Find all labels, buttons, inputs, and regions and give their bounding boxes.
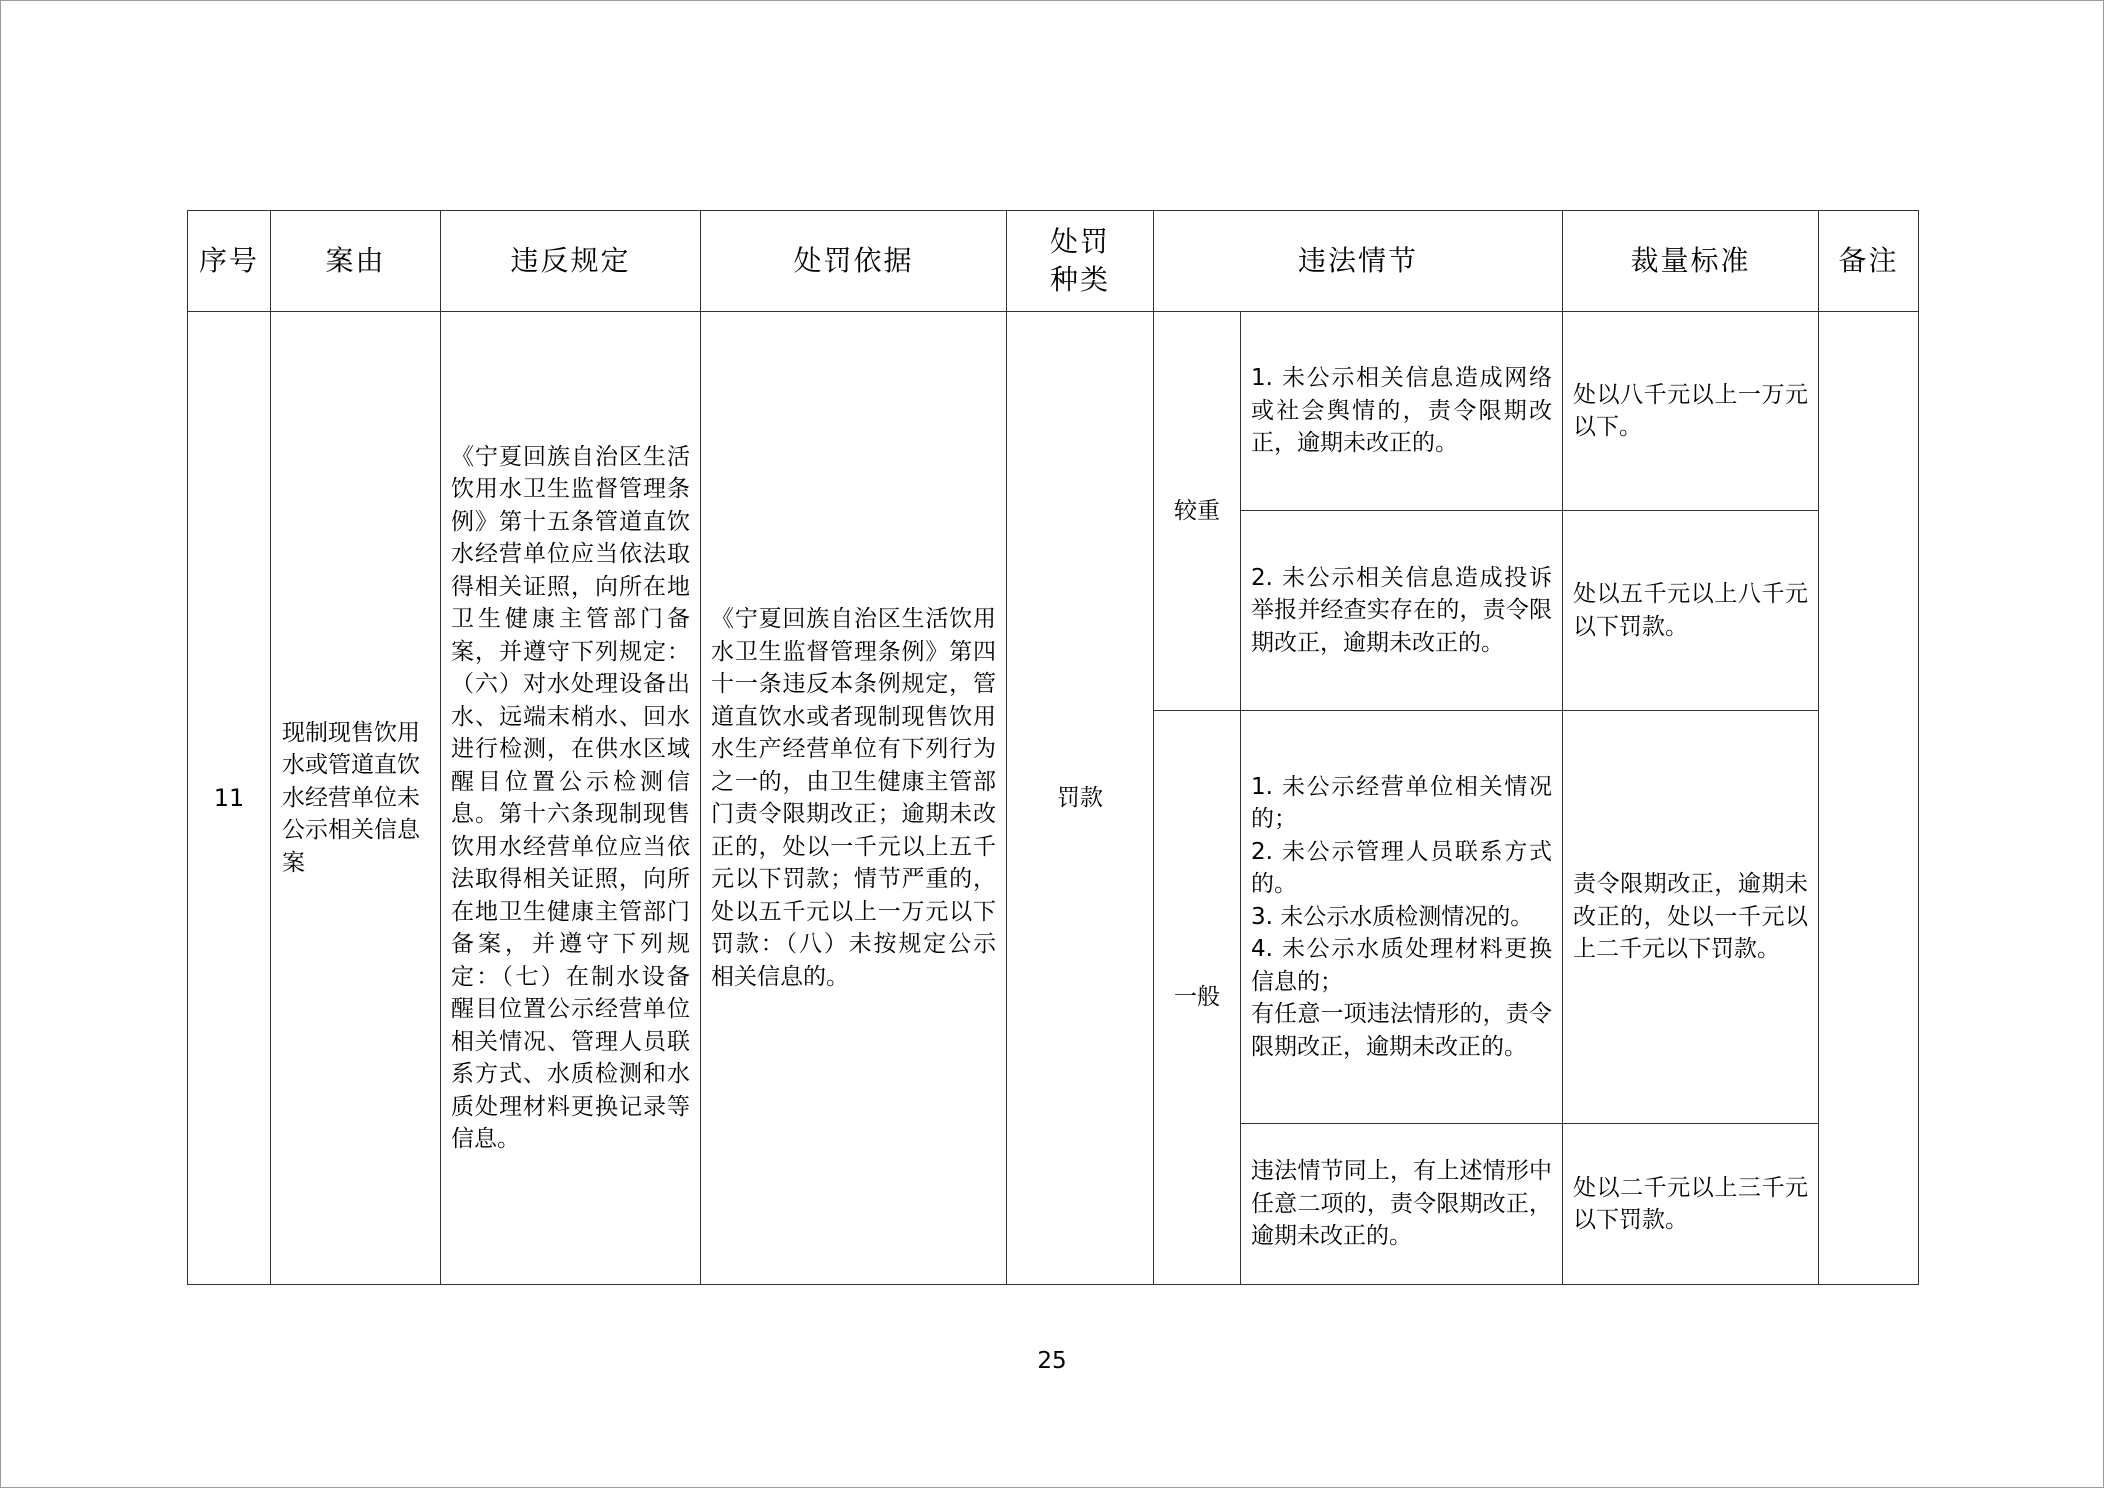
row-remarks: [1819, 312, 1919, 1285]
severe-circumstance-1-cell: [1241, 312, 1563, 511]
general-standard-2-cell: [1563, 1124, 1819, 1285]
row-violation-cell: [441, 312, 701, 1285]
row-seq: 11: [188, 312, 271, 1285]
severe-standard-1-cell: [1563, 312, 1819, 511]
row-penalty-type: 罚款: [1007, 312, 1154, 1285]
general-circumstance-1: 1. 未公示经营单位相关情况的； 2. 未公示管理人员联系方式的。 3. 未公示水质检测情况的。 4. 未公示水质处理材料更换信息的； 有任意一项违法情形的，责令限期改正，逾期未改正的。: [1251, 773, 1553, 1060]
severe-standard-2: 处以五千元以上八千元以下罚款。: [1573, 581, 1809, 640]
row-case-cell: [271, 312, 441, 1285]
general-standard-2: 处以二千元以上三千元以下罚款。: [1573, 1174, 1809, 1233]
general-circumstance-2-cell: [1241, 1124, 1563, 1285]
header-seq: 序号: [188, 211, 271, 312]
header-remarks: 备注: [1819, 211, 1919, 312]
header-row: [188, 211, 1919, 312]
row-violation: 《宁夏回族自治区生活饮用水卫生监督管理条例》第十五条管道直饮水经营单位应当依法取得相关证照，向所在地卫生健康主管部门备案，并遵守下列规定：（六）对水处理设备出水、远端末梢水、回水进行检测，在供水区域醒目位置公示检测信息。第十六条现制现售饮用水经营单位应当依法取得相关证照，向所在地卫生健康主管部门备案，并遵守下列规定：（七）在制水设备醒目位置公示经营单位相关情况、管理人员联系方式、水质检测和水质处理材料更换记录等信息。: [451, 443, 690, 1152]
header-basis: 处罚依据: [701, 211, 1007, 312]
general-standard-1: 责令限期改正，逾期未改正的，处以一千元以上二千元以下罚款。: [1573, 871, 1809, 963]
page-number: 25: [1037, 1348, 1067, 1374]
header-case: 案由: [271, 211, 441, 312]
header-penalty-type-line2: 种类: [1049, 263, 1110, 296]
row-basis: 《宁夏回族自治区生活饮用水卫生监督管理条例》第四十一条违反本条例规定，管道直饮水或者现制现售饮用水生产经营单位有下列行为之一的，由卫生健康主管部门责令限期改正；逾期未改正的，处以一千元以上五千元以下罚款；情节严重的，处以五千元以上一万元以下罚款：（八）未按规定公示相关信息的。: [711, 606, 996, 990]
header-circumstance: 违法情节: [1154, 211, 1563, 312]
header-penalty-type-line1: 处罚: [1049, 225, 1110, 258]
severe-circumstance-1: 1. 未公示相关信息造成网络或社会舆情的，责令限期改正，逾期未改正的。: [1251, 365, 1553, 457]
header-penalty-type: [1007, 211, 1154, 312]
row-basis-cell: [701, 312, 1007, 1285]
general-circumstance-2: 违法情节同上，有上述情形中任意二项的，责令限期改正，逾期未改正的。: [1251, 1158, 1553, 1250]
level-severe: 较重: [1154, 312, 1241, 711]
severe-circumstance-2: 2. 未公示相关信息造成投诉举报并经查实存在的，责令限期改正，逾期未改正的。: [1251, 564, 1553, 656]
row-case: 现制现售饮用水或管道直饮水经营单位未公示相关信息案: [282, 719, 420, 876]
header-standard: 裁量标准: [1563, 211, 1819, 312]
general-circumstance-1-cell: [1241, 711, 1563, 1124]
severe-standard-2-cell: [1563, 511, 1819, 711]
table-row: [188, 312, 1919, 511]
general-standard-1-cell: [1563, 711, 1819, 1124]
severe-circumstance-2-cell: [1241, 511, 1563, 711]
severe-standard-1: 处以八千元以上一万元以下。: [1573, 381, 1809, 440]
level-general: 一般: [1154, 711, 1241, 1285]
header-violation: 违反规定: [441, 211, 701, 312]
penalty-discretion-table: [187, 210, 1919, 1285]
